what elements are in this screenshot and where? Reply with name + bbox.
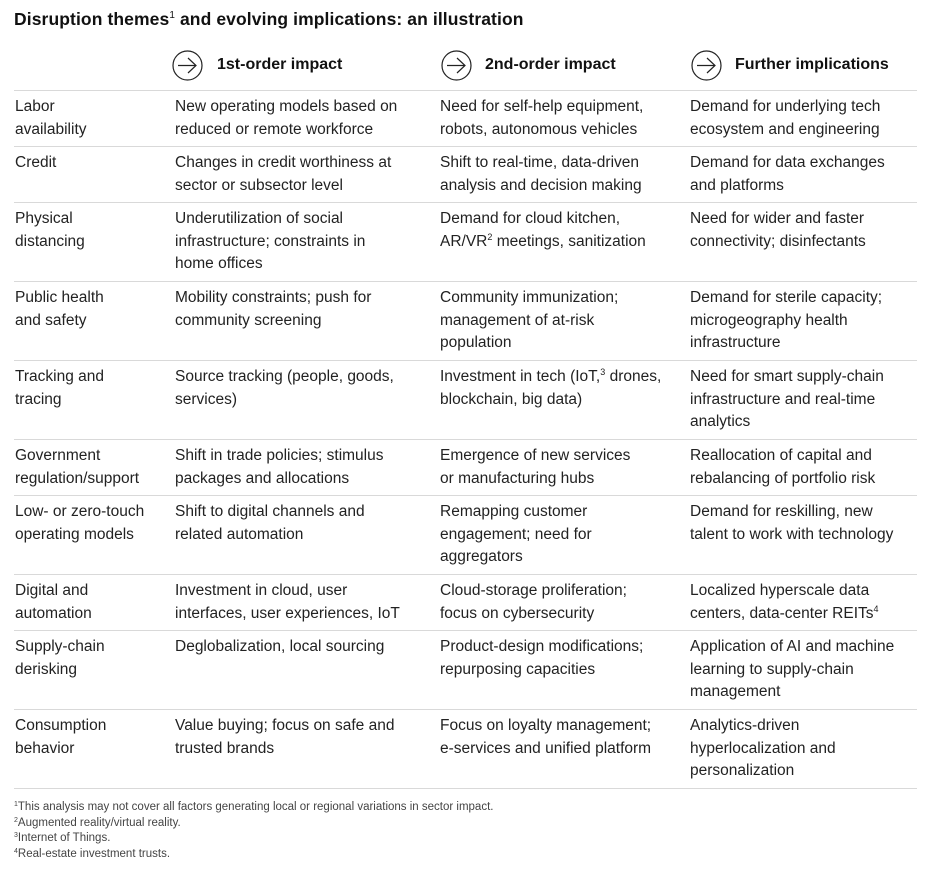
cell-line — [690, 332, 909, 355]
cell-line — [690, 208, 909, 231]
cell-line — [175, 738, 432, 761]
first-impact-cell — [175, 152, 440, 198]
table-row — [14, 361, 917, 440]
cell-text: management — [690, 683, 781, 700]
theme-line: behavior — [15, 739, 75, 757]
cell-text: ecosystem and engineering — [690, 120, 880, 138]
cell-text: Need for wider and faster — [690, 210, 865, 227]
theme-line: Supply-chain — [15, 638, 105, 655]
theme-line: Physical — [15, 210, 73, 227]
title-footnote-mark: 1 — [169, 10, 176, 21]
theme-cell — [14, 501, 175, 570]
further-impact-cell — [690, 715, 917, 784]
footnote — [14, 847, 493, 863]
cell-line — [440, 310, 682, 333]
second-impact-cell — [440, 501, 690, 570]
footnote-mark: 4 — [14, 847, 18, 855]
cell-text: Changes in credit worthiness at — [175, 154, 392, 171]
cell-line — [690, 175, 909, 198]
theme-line: automation — [15, 604, 92, 622]
arrow-circle-icon — [172, 50, 203, 81]
second-impact-cell — [440, 96, 690, 142]
theme-line: operating models — [15, 525, 134, 543]
theme-line: Digital and — [15, 582, 89, 599]
arrow-circle-icon — [691, 50, 722, 81]
cell-text: Reallocation of capital and — [690, 447, 872, 464]
cell-text: Need for self-help equipment, — [440, 98, 644, 115]
cell-text: interfaces, user experiences, IoT — [175, 604, 400, 622]
cell-line — [175, 310, 432, 333]
theme-cell — [14, 96, 175, 142]
cell-line — [690, 603, 909, 626]
cell-line — [690, 96, 909, 119]
cell-line — [440, 524, 682, 547]
cell-line — [440, 389, 682, 412]
cell-line — [440, 580, 682, 603]
cell-text: engagement; need for — [440, 525, 592, 543]
cell-text: Demand for sterile capacity; — [690, 289, 883, 306]
cell-line — [440, 287, 682, 310]
cell-line — [440, 152, 682, 175]
cell-line — [690, 411, 909, 434]
second-impact-cell — [440, 366, 690, 435]
cell-line — [175, 96, 432, 119]
cell-line — [440, 231, 682, 254]
theme-line: Credit — [15, 154, 57, 171]
cell-text: Shift to digital channels and — [175, 503, 365, 520]
arrow-circle-icon — [441, 50, 472, 81]
second-impact-cell — [440, 287, 690, 356]
cell-line — [690, 287, 909, 310]
table-row — [14, 440, 917, 496]
cell-text: New operating models based on — [175, 98, 398, 115]
cell-line — [175, 208, 432, 231]
cell-line — [175, 580, 432, 603]
cell-text: reduced or remote workforce — [175, 120, 374, 138]
theme-line: distancing — [15, 232, 85, 250]
further-impact-cell — [690, 366, 917, 435]
footnote-text: Real-estate investment trusts. — [17, 847, 171, 860]
cell-text: Shift in trade policies; stimulus — [175, 447, 384, 464]
cell-text: Value buying; focus on safe and — [175, 717, 395, 734]
cell-text: infrastructure — [690, 334, 781, 351]
cell-text: centers, data-center REITs — [690, 604, 874, 622]
cell-text: infrastructure; constraints in — [175, 232, 366, 250]
theme-cell — [14, 715, 175, 784]
cell-line — [440, 332, 682, 355]
cell-line — [175, 231, 432, 254]
page-title — [14, 9, 524, 30]
cell-line — [690, 389, 909, 412]
footnote-mark: 3 — [600, 367, 606, 377]
theme-line: and safety — [15, 311, 87, 329]
table-row — [14, 496, 917, 575]
cell-text: focus on cybersecurity — [440, 604, 595, 622]
table-row — [14, 147, 917, 203]
theme-line: Public health — [15, 289, 104, 306]
column-header-first-order — [172, 48, 342, 82]
theme-line: tracing — [15, 390, 62, 408]
cell-line — [690, 445, 909, 468]
first-impact-cell — [175, 96, 440, 142]
second-impact-cell — [440, 445, 690, 491]
cell-line — [440, 96, 682, 119]
theme-cell — [14, 152, 175, 198]
theme-cell — [14, 208, 175, 277]
second-impact-cell — [440, 152, 690, 198]
cell-line — [175, 501, 432, 524]
cell-line — [690, 681, 909, 704]
cell-text: packages and allocations — [175, 469, 350, 487]
cell-text: Cloud-storage proliferation; — [440, 582, 627, 599]
cell-text: home offices — [175, 255, 263, 272]
cell-line — [690, 310, 909, 333]
cell-text: trusted brands — [175, 739, 275, 757]
cell-text: connectivity; disinfectants — [690, 232, 866, 250]
footnote-text: Internet of Things. — [17, 832, 111, 844]
table-row — [14, 282, 917, 361]
theme-line: Consumption — [15, 717, 107, 734]
cell-line — [690, 468, 909, 491]
theme-line: Tracking and — [15, 368, 105, 385]
cell-text: Underutilization of social — [175, 210, 344, 227]
cell-line — [175, 175, 432, 198]
further-impact-cell — [690, 208, 917, 277]
cell-text: sector or subsector level — [175, 176, 343, 194]
cell-text: learning to supply-chain — [690, 660, 854, 678]
cell-line — [175, 636, 432, 659]
theme-cell — [14, 445, 175, 491]
first-impact-cell — [175, 715, 440, 784]
table-row — [14, 203, 917, 282]
cell-text: drones, — [605, 368, 662, 385]
cell-text: Source tracking (people, goods, — [175, 368, 394, 385]
cell-line — [175, 445, 432, 468]
cell-line — [175, 603, 432, 626]
second-impact-cell — [440, 580, 690, 626]
footnote-mark: 4 — [873, 603, 879, 614]
cell-line — [440, 715, 682, 738]
cell-text: Mobility constraints; push for — [175, 289, 372, 306]
cell-text: Demand for underlying tech — [690, 98, 881, 115]
footnote — [14, 831, 493, 847]
further-impact-cell — [690, 580, 917, 626]
cell-line — [175, 287, 432, 310]
cell-line — [440, 603, 682, 626]
cell-line — [175, 468, 432, 491]
first-impact-cell — [175, 208, 440, 277]
footnote-mark: 2 — [487, 231, 493, 242]
column-header-second-order — [441, 48, 616, 82]
column-header-label: Further implications — [735, 56, 889, 73]
cell-line — [690, 501, 909, 524]
cell-text: aggregators — [440, 548, 523, 565]
cell-line — [690, 738, 909, 761]
cell-text: Demand for cloud kitchen, — [440, 210, 621, 227]
table-row — [14, 631, 917, 710]
theme-line: regulation/support — [15, 469, 140, 487]
table-row — [14, 91, 917, 147]
theme-cell — [14, 287, 175, 356]
column-header-further — [691, 48, 889, 82]
table-row — [14, 575, 917, 631]
cell-text: AR/VR — [440, 232, 488, 250]
footnote — [14, 816, 493, 832]
first-impact-cell — [175, 580, 440, 626]
theme-line: availability — [15, 120, 87, 138]
cell-text: Investment in tech (IoT, — [440, 368, 601, 385]
cell-line — [690, 580, 909, 603]
cell-line — [175, 253, 432, 276]
cell-text: population — [440, 334, 512, 351]
cell-text: Demand for reskilling, new — [690, 503, 873, 520]
footnote-text: This analysis may not cover all factors generating local or regional variations in sector impact. — [17, 801, 494, 813]
further-impact-cell — [690, 501, 917, 570]
footnote-text: Augmented reality/virtual reality. — [17, 816, 181, 829]
implications-table — [14, 90, 917, 789]
cell-text: hyperlocalization and — [690, 739, 836, 757]
cell-line — [690, 636, 909, 659]
second-impact-cell — [440, 715, 690, 784]
title-text: Disruption themes — [14, 9, 170, 29]
cell-text: Investment in cloud, user — [175, 582, 348, 599]
column-header-label: 1st-order impact — [217, 56, 343, 73]
cell-line — [175, 366, 432, 389]
theme-line: derisking — [15, 660, 78, 678]
title-text-rest: and evolving implications: an illustration — [175, 9, 524, 29]
cell-line — [690, 119, 909, 142]
cell-line — [440, 546, 682, 569]
second-impact-cell — [440, 208, 690, 277]
cell-text: rebalancing of portfolio risk — [690, 469, 876, 487]
further-impact-cell — [690, 445, 917, 491]
cell-text: Deglobalization, local sourcing — [175, 638, 385, 655]
theme-line: Government — [15, 447, 101, 464]
cell-text: microgeography health — [690, 311, 848, 329]
footnotes — [14, 800, 493, 862]
cell-line — [690, 524, 909, 547]
cell-text: Remapping customer — [440, 503, 588, 520]
cell-text: and platforms — [690, 176, 784, 194]
first-impact-cell — [175, 445, 440, 491]
further-impact-cell — [690, 152, 917, 198]
cell-line — [440, 636, 682, 659]
cell-line — [175, 389, 432, 412]
cell-text: infrastructure and real-time — [690, 390, 876, 408]
cell-line — [440, 445, 682, 468]
theme-line: Low- or zero-touch — [15, 503, 145, 520]
cell-text: Emergence of new services — [440, 447, 631, 464]
cell-text: services) — [175, 390, 238, 408]
footnote-mark: 1 — [14, 801, 18, 808]
cell-text: analytics — [690, 413, 751, 430]
further-impact-cell — [690, 96, 917, 142]
further-impact-cell — [690, 636, 917, 705]
footnote-mark: 3 — [14, 832, 18, 839]
cell-line — [175, 152, 432, 175]
cell-text: Community immunization; — [440, 289, 619, 306]
cell-text: Localized hyperscale data — [690, 582, 870, 599]
cell-text: related automation — [175, 525, 304, 543]
table-row — [14, 710, 917, 789]
first-impact-cell — [175, 636, 440, 705]
cell-line — [440, 501, 682, 524]
cell-text: repurposing capacities — [440, 660, 596, 678]
cell-text: management of at-risk — [440, 311, 595, 329]
first-impact-cell — [175, 501, 440, 570]
cell-line — [440, 468, 682, 491]
cell-line — [690, 366, 909, 389]
cell-line — [175, 524, 432, 547]
cell-line — [440, 738, 682, 761]
footnote-mark: 2 — [14, 816, 18, 824]
cell-text: personalization — [690, 762, 795, 779]
cell-line — [440, 659, 682, 682]
cell-text: analysis and decision making — [440, 176, 642, 194]
second-impact-cell — [440, 636, 690, 705]
theme-cell — [14, 366, 175, 435]
cell-text: robots, autonomous vehicles — [440, 120, 638, 138]
further-impact-cell — [690, 287, 917, 356]
cell-line — [440, 208, 682, 231]
cell-text: Demand for data exchanges — [690, 154, 885, 171]
theme-line: Labor — [15, 98, 55, 115]
cell-text: meetings, sanitization — [492, 232, 646, 250]
cell-line — [690, 231, 909, 254]
footnote — [14, 800, 493, 816]
cell-line — [175, 119, 432, 142]
cell-text: Need for smart supply-chain — [690, 368, 884, 385]
cell-text: blockchain, big data) — [440, 390, 583, 408]
cell-line — [690, 715, 909, 738]
cell-text: Shift to real-time, data-driven — [440, 154, 640, 171]
cell-text: talent to work with technology — [690, 525, 894, 543]
cell-line — [175, 715, 432, 738]
cell-text: Analytics-driven — [690, 717, 800, 734]
cell-text: community screening — [175, 311, 322, 329]
theme-cell — [14, 636, 175, 705]
first-impact-cell — [175, 287, 440, 356]
cell-text: Product-design modifications; — [440, 638, 644, 655]
cell-text: or manufacturing hubs — [440, 469, 595, 487]
column-header-label: 2nd-order impact — [485, 56, 616, 73]
cell-line — [440, 119, 682, 142]
cell-line — [440, 366, 682, 389]
cell-line — [690, 760, 909, 783]
cell-line — [440, 175, 682, 198]
cell-text: Focus on loyalty management; — [440, 717, 652, 734]
cell-line — [690, 152, 909, 175]
first-impact-cell — [175, 366, 440, 435]
cell-line — [690, 659, 909, 682]
cell-text: e-services and unified platform — [440, 739, 652, 757]
cell-text: Application of AI and machine — [690, 638, 895, 655]
theme-cell — [14, 580, 175, 626]
